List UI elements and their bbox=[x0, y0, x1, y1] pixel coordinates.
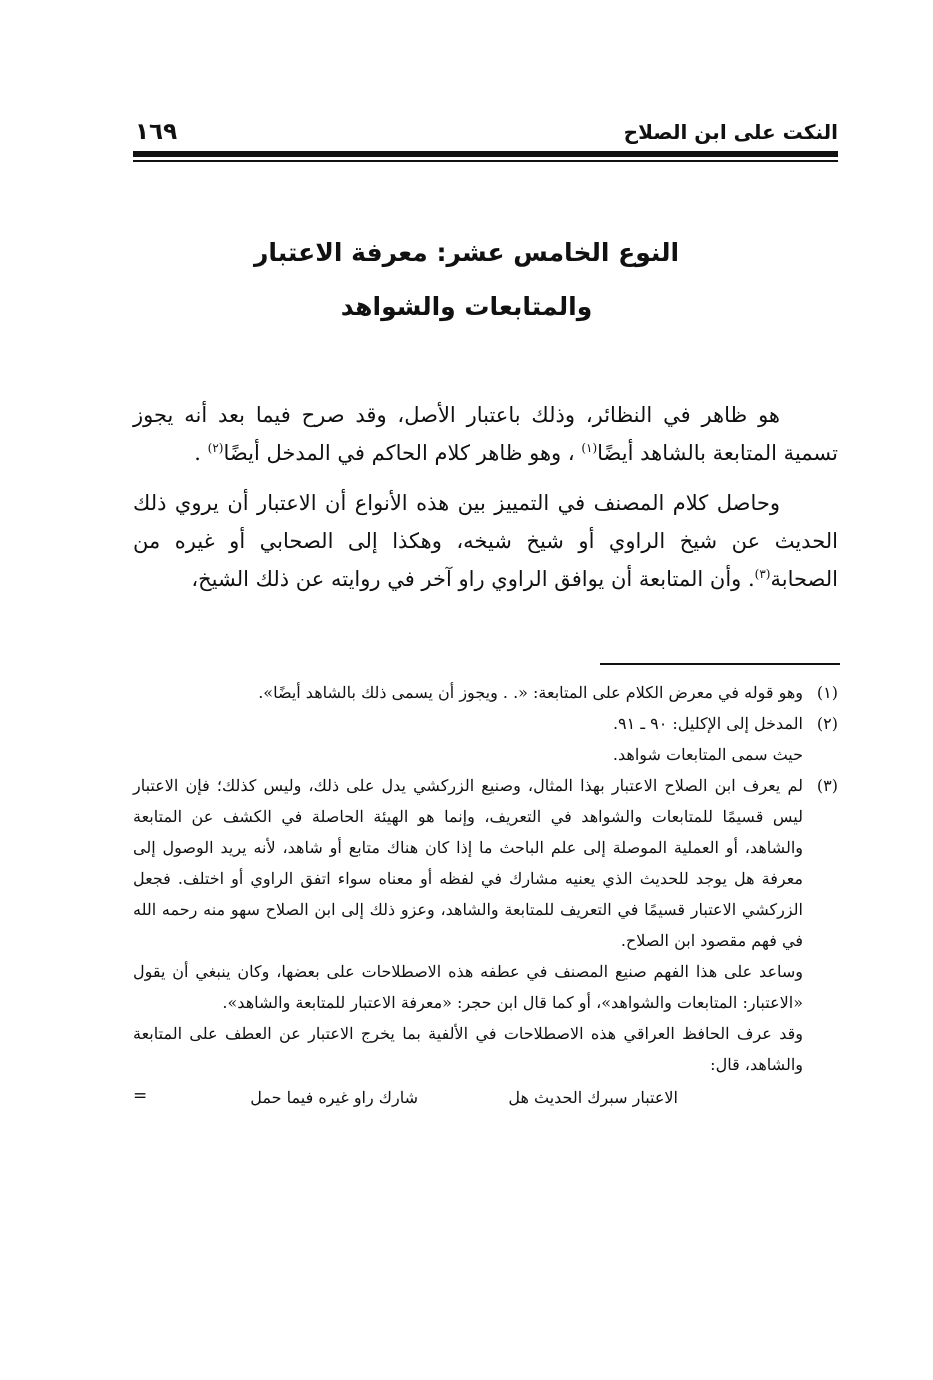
footnote-number-1: (١) bbox=[816, 683, 838, 702]
footnote-text-2: المدخل إلى الإكليل: ٩٠ ـ ٩١. bbox=[612, 714, 803, 733]
footnote-separator bbox=[600, 663, 840, 665]
footnote-text-3: لم يعرف ابن الصلاح الاعتبار بهذا المثال، وصنيع الزركشي يدل على ذلك، وليس كذلك؛ فإن الاعتبار ليس قسيمًا للمتابعات والشواهد في التعريف، وإنما هو الهيئة الحاصلة في الكشف عن المتابعة والشاهد، أو العملية الموصلة إلى علم الباحث ما إذا كان هناك متابع أو شاهد، لأنه يريد الوصول إلى معرفة هل يوجد للحديث الذي يعنيه مشارك في لفظه أو معناه سواء اتفق الراوي أو اختلف. فجعل الزركشي الاعتبار قسيمًا في التعريف للمتابعة والشاهد، وعزو ذلك إلى ابن الصلاح سهو منه رحمه الله في فهم مقصود ابن الصلاح. bbox=[133, 776, 804, 950]
page-number: ١٦٩ bbox=[135, 119, 178, 145]
footnote-ref-1: (١) bbox=[581, 441, 598, 455]
paragraph-2-text-b: . وأن المتابعة أن يوافق الراوي راو آخر في روايته عن ذلك الشيخ، bbox=[191, 567, 755, 591]
poetry-verse bbox=[133, 1082, 838, 1116]
running-title: النكت على ابن الصلاح bbox=[623, 120, 838, 144]
chapter-title bbox=[175, 226, 758, 334]
chapter-title-line-2: والمتابعات والشواهد bbox=[340, 292, 593, 321]
footnote-ref-3: (٣) bbox=[754, 567, 771, 581]
verse-second-hemistich: شارك راو غيره فيما حمل bbox=[250, 1088, 418, 1107]
footnote-2-extra: حيث سمى المتابعات شواهد. bbox=[612, 745, 803, 764]
header-rule-thin bbox=[133, 160, 838, 162]
footnote-1 bbox=[133, 677, 838, 708]
paragraph-2-text-a: وحاصل كلام المصنف في التمييز بين هذه الأنواع أن الاعتبار أن يروي ذلك الحديث عن شيخ الراوي أو شيخ شيخه، وهكذا إلى الصحابي أو غيره من الصحابة bbox=[133, 491, 838, 591]
body-paragraph-2 bbox=[133, 484, 838, 598]
footnote-2 bbox=[133, 708, 838, 739]
footnote-number-3: (٣) bbox=[816, 776, 838, 795]
footnote-number-2: (٢) bbox=[816, 714, 838, 733]
verse-first-hemistich: الاعتبار سبرك الحديث هل bbox=[508, 1088, 678, 1107]
header-rule-thick bbox=[133, 151, 838, 157]
continuation-mark: = bbox=[133, 1086, 148, 1106]
footnotes bbox=[133, 677, 838, 1116]
footnote-3-continuation-2: وقد عرف الحافظ العراقي هذه الاصطلاحات في الألفية بما يخرج الاعتبار عن العطف على المتابعة والشاهد، قال: bbox=[133, 1024, 803, 1074]
chapter-title-line-1: النوع الخامس عشر: معرفة الاعتبار bbox=[253, 238, 680, 267]
running-header bbox=[133, 116, 838, 148]
footnote-3-continuation-1: وساعد على هذا الفهم صنيع المصنف في عطفه هذه الاصطلاحات على بعضها، وكان ينبغي أن يقول «الاعتبار: المتابعات والشواهد»، أو كما قال ابن حجر: «معرفة الاعتبار للمتابعة والشاهد». bbox=[133, 962, 804, 1012]
main-text bbox=[133, 396, 838, 610]
body-paragraph-1 bbox=[133, 396, 838, 472]
paragraph-1-text-b: ، وهو ظاهر كلام الحاكم في المدخل أيضًا bbox=[223, 441, 575, 465]
footnote-text-1: وهو قوله في معرض الكلام على المتابعة: «. . ويجوز أن يسمى ذلك بالشاهد أيضًا». bbox=[258, 683, 803, 702]
footnote-ref-2: (٢) bbox=[207, 441, 224, 455]
paragraph-1-text-a: هو ظاهر في النظائر، وذلك باعتبار الأصل، وقد صرح فيما بعد أنه يجوز تسمية المتابعة بالشاهد أيضًا bbox=[133, 403, 838, 465]
footnote-3 bbox=[133, 770, 838, 956]
paragraph-1-text-c: . bbox=[194, 441, 201, 465]
